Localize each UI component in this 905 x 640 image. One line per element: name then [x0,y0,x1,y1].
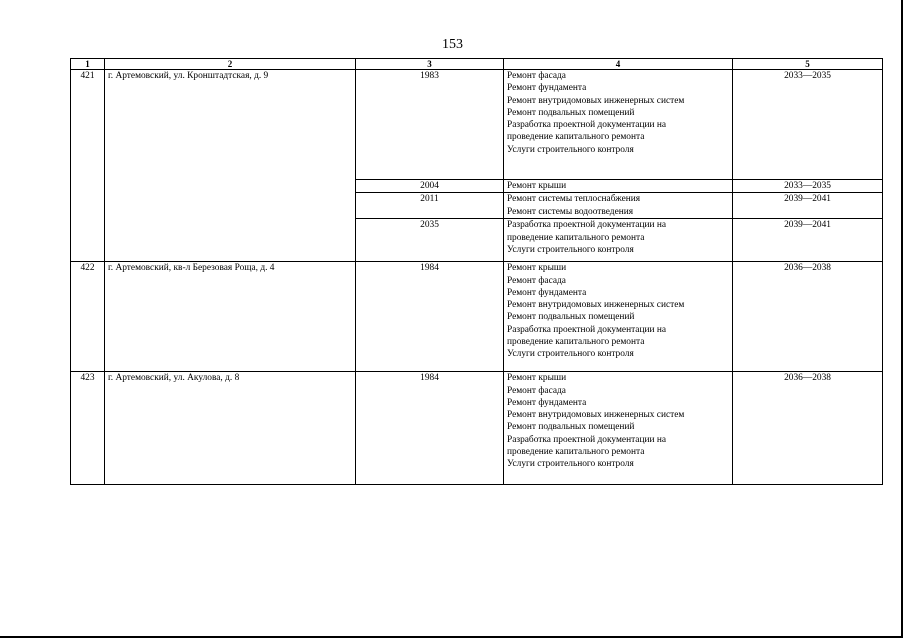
works-cell [504,219,733,262]
work-item: Ремонт подвальных помещений [507,107,635,118]
repair-period: 2036—2038 [733,262,883,372]
repair-period: 2036—2038 [733,372,883,485]
work-item: Ремонт системы водоотведения [507,206,634,217]
work-item: Ремонт крыши [507,263,567,274]
construction-year: 2011 [356,193,504,219]
column-header: 3 [356,59,504,70]
work-item: Ремонт системы теплоснабжения [507,194,641,205]
work-item: проведение капитального ремонта [507,132,645,143]
work-item: Ремонт крыши [507,181,567,191]
construction-year: 2035 [356,219,504,262]
column-header: 1 [71,59,105,70]
work-item: Услуги строительного контроля [507,459,634,470]
work-item: проведение капитального ремонта [507,232,645,243]
table-header-row [71,59,883,70]
work-item: Ремонт внутридомовых инженерных систем [507,95,685,106]
work-item: Ремонт фундамента [507,83,587,94]
work-item: проведение капитального ремонта [507,337,645,348]
column-header: 5 [733,59,883,70]
record-number: 422 [71,262,105,372]
work-item: Разработка проектной документации на [507,120,667,131]
construction-year: 1984 [356,262,504,372]
work-item: Ремонт внутридомовых инженерных систем [507,410,685,421]
construction-year: 1984 [356,372,504,485]
work-item: Ремонт подвальных помещений [507,312,635,323]
column-header: 2 [105,59,356,70]
work-item: Разработка проектной документации на [507,324,667,335]
record-number: 421 [71,70,105,262]
construction-year: 2004 [356,180,504,193]
work-item: Ремонт подвальных помещений [507,422,635,433]
works-cell [504,70,733,180]
works-cell [504,193,733,219]
repair-schedule-table [70,58,883,485]
work-item: Услуги строительного контроля [507,349,634,360]
construction-year: 1983 [356,70,504,180]
column-header: 4 [504,59,733,70]
table-row [71,262,883,372]
work-item: Ремонт фасада [507,71,566,81]
page-number: 153 [442,37,463,52]
work-item: Услуги строительного контроля [507,144,634,155]
table-row [71,372,883,485]
work-item: Ремонт фасада [507,385,566,396]
work-item: проведение капитального ремонта [507,447,645,458]
work-item: Ремонт крыши [507,373,567,384]
works-cell [504,262,733,372]
work-item: Ремонт фундамента [507,287,587,298]
repair-period: 2039—2041 [733,219,883,262]
works-cell [504,372,733,485]
record-number: 423 [71,372,105,485]
repair-period: 2039—2041 [733,193,883,219]
record-address: г. Артемовский, ул. Акулова, д. 8 [105,372,356,485]
work-item: Разработка проектной документации на [507,434,667,445]
work-item: Разработка проектной документации на [507,220,667,231]
work-item: Ремонт фундамента [507,397,587,408]
work-item: Услуги строительного контроля [507,244,634,255]
work-item: Ремонт фасада [507,275,566,286]
table-row [71,70,883,180]
repair-period: 2033—2035 [733,70,883,180]
work-item: Ремонт внутридомовых инженерных систем [507,300,685,311]
record-address: г. Артемовский, кв-л Березовая Роща, д. 4 [105,262,356,372]
record-address: г. Артемовский, ул. Кронштадтская, д. 9 [105,70,356,262]
works-cell [504,180,733,193]
repair-period: 2033—2035 [733,180,883,193]
